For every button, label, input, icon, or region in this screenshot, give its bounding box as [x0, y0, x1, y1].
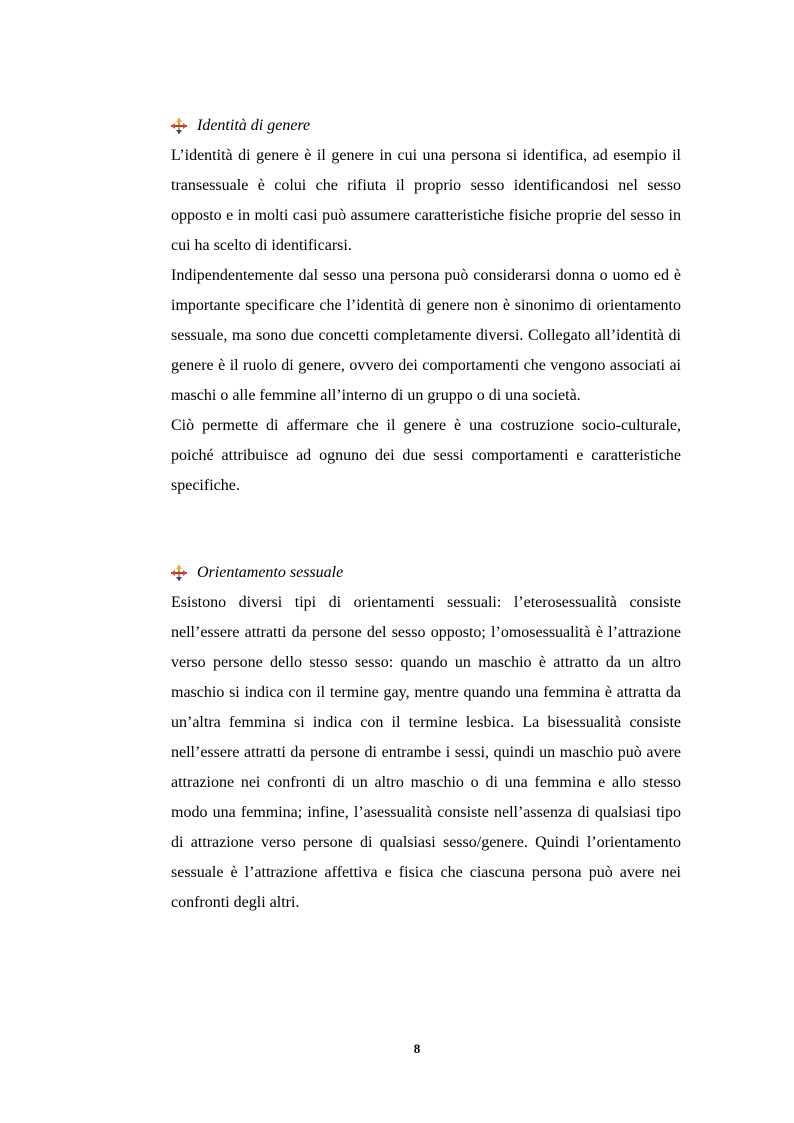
paragraph: L’identità di genere è il genere in cui una persona si identifica, ad esempio il transessuale è colui che rifiuta il proprio sesso identificandosi nel sesso opposto e in molti casi può assumere caratteristiche fisiche proprie del sesso in cui ha scelto di identificarsi. [171, 147, 681, 254]
section-heading-text: Identità di genere [197, 117, 311, 134]
page-number: 8 [413, 1041, 421, 1056]
paragraph: Indipendentemente dal sesso una persona può considerarsi donna o uomo ed è importante specificare che l’identità di genere non è sinonimo di orientamento sessuale, ma sono due concetti completamente diversi. Collegato all’identità di genere è il ruolo di genere, ovvero dei comportamenti che vengono associati ai maschi o alle femmine all’interno di un gruppo o di una società. [171, 267, 681, 404]
section-identita-di-genere [171, 113, 681, 501]
four-arrows-bullet-icon [171, 565, 187, 581]
section-heading [171, 113, 681, 139]
paragraph: Ciò permette di affermare che il genere è una costruzione socio-culturale, poiché attribuisce ad ognuno dei due sessi comportamenti e caratteristiche specifiche. [171, 417, 681, 494]
section-heading [171, 560, 681, 586]
section-orientamento-sessuale [171, 560, 681, 918]
section-heading-text: Orientamento sessuale [197, 564, 344, 581]
paragraph: Esistono diversi tipi di orientamenti sessuali: l’eterosessualità consiste nell’essere attratti da persone del sesso opposto; l’omosessualità è l’attrazione verso persone dello stesso sesso: quando un maschio è attratto da un altro maschio si indica con il termine gay, mentre quando una femmina è attratta da un’altra femmina si indica con il termine lesbica. La bisessualità consiste nell’essere attratti da persone di entrambe i sessi, quindi un maschio può avere attrazione nei confronti di un altro maschio o di una femmina e allo stesso modo una femmina; infine, l’asessualità consiste nell’assenza di qualsiasi tipo di attrazione verso persone di qualsiasi sesso/genere. Quindi l’orientamento sessuale è l’attrazione affettiva e fisica che ciascuna persona può avere nei confronti degli altri. [171, 594, 681, 911]
four-arrows-bullet-icon [171, 118, 187, 134]
